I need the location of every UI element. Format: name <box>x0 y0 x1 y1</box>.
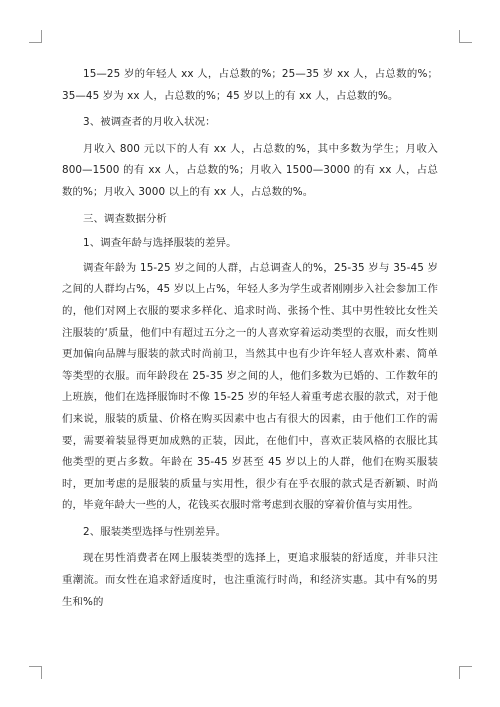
paragraph-age-clothing-analysis: 调查年龄为 15-25 岁之间的人群，占总调查人的%，25-35 岁与 35-45 岁之间的人群均占%，45 岁以上占%，年轻人多为学生或者刚刚步入社会参加工作的，他们对网上衣服的要求多样化、追求时尚、张扬个性、其中男性较比女性关注服装的‘质量，他们中有超过五分之一的人喜欢穿着运动类型的衣服，而女性则更加偏向品牌与服装的款式时尚前卫，当然其中也有少许年轻人喜欢朴素、简单等类型的衣服。而年龄段在 25-35 岁之间的人，他们多数为已婚的、工作数年的上班族，他们在选择服饰时不像 15-25 岁的年轻人着重考虑衣服的款式，对于他们来说，服装的质量、价格在购买因素中也占有很大的因素，由于他们工作的需要，需要着装显得更加成熟的正装，因此，在他们中，喜欢正装风格的衣服比其他类型的更占多数。年龄在 35-45 岁甚至 45 岁以上的人群，他们在购买服装时，更加考虑的是服装的质量与实用性，很少有在乎衣服的款式是否新颖、时尚的，毕竟年龄大一些的人，花钱买衣服时常考虑到衣服的穿着价值与实用性。 <box>62 261 438 512</box>
crop-mark-top-left <box>29 30 42 43</box>
crop-mark-bottom-left <box>29 666 42 679</box>
paragraph-age-distribution: 15—25 岁的年轻人 xx 人，占总数的%；25—35 岁 xx 人，占总数的%；35—45 岁为 xx 人，占总数的%；45 岁以上的有 xx 人，占总数的%。 <box>62 68 438 102</box>
document-body <box>62 64 438 613</box>
heading-income-status: 3、被调查者的月收入状况： <box>83 116 216 129</box>
heading-type-gender-difference: 2、服装类型选择与性别差异。 <box>83 525 227 538</box>
heading-data-analysis: 三、调查数据分析 <box>83 212 167 225</box>
crop-mark-top-right <box>459 30 472 43</box>
paragraph-income-distribution: 月收入 800 元以下的人有 xx 人，占总数的%，其中多数为学生；月收入 800—1500 的有 xx 人，占总数的%；月收入 1500—3000 的有 xx 人，占总数的%；月收入 3000 以上的有 xx 人，占总数的%。 <box>62 142 438 198</box>
heading-age-clothing-difference: 1、调查年龄与选择服装的差异。 <box>83 237 237 250</box>
paragraph-type-gender-analysis: 现在男性消费者在网上服装类型的选择上，更追求服装的舒适度，并非只注重潮流。而女性在追求舒适度时，也注重流行时尚，和经济实惠。其中有%的男生和%的 <box>62 552 438 608</box>
crop-mark-bottom-right <box>459 666 472 679</box>
